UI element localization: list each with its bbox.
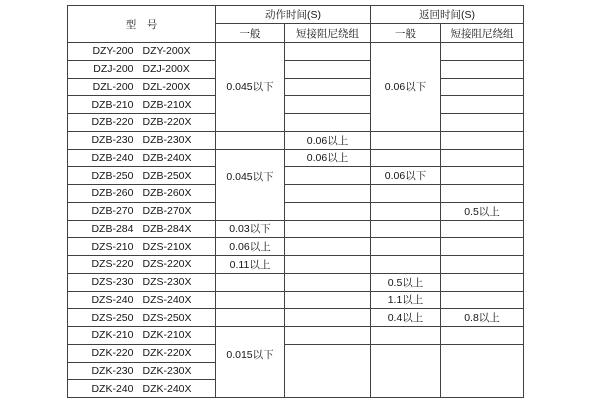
return-general-cell [371,43,441,132]
model-cell [68,291,216,309]
return-general-cell [371,327,441,345]
action-damping-cell [285,78,371,96]
table-row [68,327,524,345]
table-row [68,202,524,220]
model-name: DZK-230 [91,364,134,377]
model-name-x: DZK-240X [142,382,192,395]
action-damping-cell [285,60,371,78]
model-cell [68,185,216,203]
model-cell [68,78,216,96]
action-general-cell [216,273,285,291]
action-general-cell [216,238,285,256]
action-damping-cell [285,96,371,114]
action-damping-cell [285,238,371,256]
table-row [68,291,524,309]
model-name-x: DZK-230X [142,364,192,377]
header-row-groups [68,6,524,24]
return-general-cell [371,291,441,309]
header-action-general: 一般 [216,24,285,43]
model-cell [68,362,216,380]
model-name-x: DZJ-200X [142,63,190,76]
table-row [68,149,524,167]
header-model: 型 号 [68,6,216,43]
header-return-time: 返回时间(S) [371,6,524,24]
model-name: DZJ-200 [93,63,134,76]
value-text: 0.5以上 [387,276,424,289]
header-action-time: 动作时间(S) [216,6,371,24]
model-name-x: DZB-230X [142,134,192,147]
action-damping-cell [285,291,371,309]
model-cell [68,380,216,398]
table-row [68,220,524,238]
model-name: DZS-230 [91,276,134,289]
return-damping-cell [441,185,524,203]
model-name-x: DZB-260X [142,187,192,200]
return-damping-cell [441,344,524,397]
model-name-x: DZS-210X [142,240,192,253]
action-damping-cell [285,344,371,397]
model-cell [68,309,216,327]
value-text: 1.1以上 [387,294,424,307]
return-general-cell [371,344,441,397]
model-name: DZS-210 [91,240,134,253]
return-damping-cell [441,149,524,167]
action-damping-cell [285,114,371,132]
return-damping-cell [441,78,524,96]
action-damping-cell [285,43,371,61]
value-text: 0.015以下 [226,348,274,361]
table-row [68,78,524,96]
return-damping-cell [441,256,524,274]
return-damping-cell [441,273,524,291]
action-damping-cell [285,256,371,274]
return-general-cell [371,256,441,274]
model-name: DZS-250 [91,311,134,324]
table-row [68,344,524,362]
model-name-x: DZB-250X [142,169,192,182]
model-name: DZB-260 [91,187,134,200]
table-row [68,256,524,274]
action-general-cell [216,256,285,274]
action-general-cell [216,131,285,149]
model-name: DZY-200 [92,45,134,58]
model-name: DZB-270 [91,205,134,218]
return-damping-cell [441,43,524,61]
value-text: 0.5以上 [464,205,500,218]
value-text: 0.4以上 [387,312,424,325]
model-name: DZK-210 [91,329,134,342]
spec-table [67,5,524,398]
value-text: 0.11以上 [229,258,271,271]
model-name-x: DZB-240X [142,151,192,164]
return-damping-cell [441,202,524,220]
table-row [68,185,524,203]
model-name: DZB-210 [91,98,134,111]
model-name-x: DZK-220X [142,347,192,360]
return-general-cell [371,149,441,167]
value-text: 0.06以下 [384,170,427,183]
return-damping-cell [441,291,524,309]
model-cell [68,96,216,114]
model-name: DZK-220 [91,347,134,360]
return-damping-cell [441,60,524,78]
return-damping-cell [441,167,524,185]
model-name: DZK-240 [91,382,134,395]
action-general-cell [216,327,285,398]
model-name: DZB-220 [91,116,134,129]
model-cell [68,238,216,256]
return-damping-cell [441,238,524,256]
action-general-cell [216,220,285,238]
value-text: 0.045以下 [226,171,274,183]
return-general-cell [371,131,441,149]
model-name-x: DZS-250X [142,311,192,324]
value-text: 0.06以下 [384,81,427,94]
value-text: 0.8以上 [464,312,500,325]
model-name-x: DZS-220X [142,258,192,271]
table-row [68,60,524,78]
return-general-cell [371,167,441,185]
return-damping-cell [441,309,524,327]
model-cell [68,114,216,132]
model-cell [68,60,216,78]
model-name-x: DZB-270X [142,205,192,218]
model-cell [68,131,216,149]
value-text: 0.03以下 [229,223,271,236]
header-action-damping: 短接阻尼绕组 [285,24,371,43]
model-name-x: DZB-210X [142,98,192,111]
action-damping-cell [285,202,371,220]
table-row [68,238,524,256]
table-row [68,167,524,185]
action-general-cell [216,309,285,327]
return-damping-cell [441,114,524,132]
table-row [68,114,524,132]
model-name-x: DZL-200X [142,80,191,93]
model-name-x: DZK-210X [142,329,192,342]
table-row [68,131,524,149]
action-damping-cell [285,327,371,345]
model-cell [68,327,216,345]
table-row [68,43,524,61]
model-name: DZB-230 [91,134,134,147]
return-damping-cell [441,131,524,149]
model-name: DZB-284 [91,222,134,235]
action-general-cell [216,149,285,220]
model-cell [68,149,216,167]
model-name-x: DZB-284X [142,222,192,235]
return-general-cell [371,185,441,203]
model-name: DZS-240 [91,293,134,306]
model-name-x: DZS-230X [142,276,192,289]
spec-table-container [67,5,524,398]
model-cell [68,220,216,238]
action-damping-cell [285,220,371,238]
action-damping-cell [285,185,371,203]
return-general-cell [371,309,441,327]
action-damping-cell [285,131,371,149]
action-damping-cell [285,149,371,167]
return-general-cell [371,202,441,220]
return-general-cell [371,273,441,291]
action-general-cell [216,291,285,309]
table-row [68,273,524,291]
model-cell [68,43,216,61]
model-name: DZB-240 [91,151,134,164]
action-damping-cell [285,167,371,185]
model-cell [68,344,216,362]
action-damping-cell [285,309,371,327]
action-damping-cell [285,273,371,291]
model-name-x: DZY-200X [142,45,191,58]
return-damping-cell [441,220,524,238]
return-general-cell [371,220,441,238]
table-row [68,309,524,327]
header-return-damping: 短接阻尼绕组 [441,24,524,43]
return-damping-cell [441,96,524,114]
model-name: DZS-220 [91,258,134,271]
value-text: 0.06以上 [306,134,349,147]
return-damping-cell [441,327,524,345]
model-name: DZB-250 [91,169,134,182]
model-name-x: DZS-240X [142,293,192,306]
return-general-cell [371,238,441,256]
table-row [68,96,524,114]
model-cell [68,273,216,291]
action-general-cell [216,43,285,132]
header-return-general: 一般 [371,24,441,43]
model-cell [68,202,216,220]
model-name: DZL-200 [92,80,134,93]
value-text: 0.06以上 [306,152,349,165]
model-cell [68,167,216,185]
value-text: 0.06以上 [229,241,271,254]
model-cell [68,256,216,274]
model-name-x: DZB-220X [142,116,192,129]
value-text: 0.045以下 [226,81,274,94]
